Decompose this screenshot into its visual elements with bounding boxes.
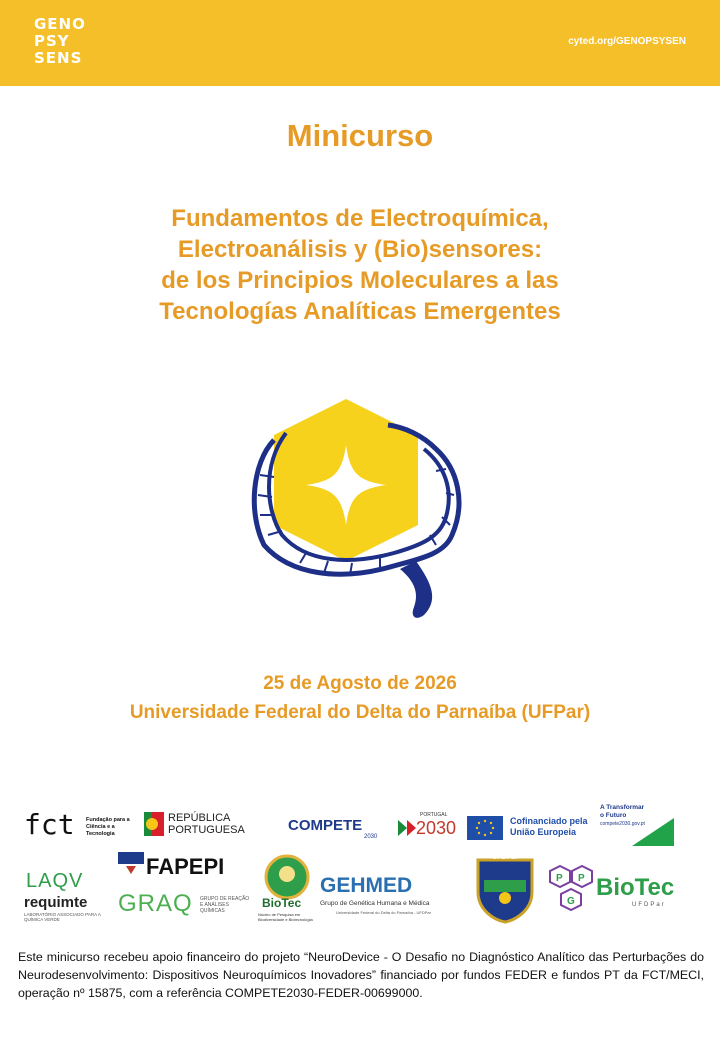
gehmed-sub: Grupo de Genética Humana e Médica [320, 900, 430, 907]
gehmed-logo: GEHMED [320, 874, 413, 897]
brain-stem-shape [400, 561, 432, 618]
brand-line-1: GENO [34, 15, 86, 33]
eu-cofinancing [510, 816, 588, 838]
biotec-logo: BioTec [596, 874, 675, 901]
fapepi-emblem-icon [118, 852, 144, 876]
republica-logo [168, 812, 245, 836]
subtitle-line-1: Fundamentos de Electroquímica, [171, 205, 549, 232]
page-title: Minicurso [286, 118, 434, 153]
portugal2030-icon [398, 818, 416, 838]
subtitle-line-2: Electroanálisis y (Bio)sensores: [177, 236, 543, 263]
requimte-sub: LABORATÓRIO ASSOCIADO PARA A QUÍMICA VERDE [24, 912, 101, 922]
sponsor-logos [0, 790, 720, 930]
course-subtitle [0, 203, 720, 327]
future-line-1: A Transformar [600, 804, 645, 811]
gehmed-sub2: Universidade Federal do Delta do Parnaíba - UFDPar [336, 910, 431, 915]
fct-subtitle: Fundação para a Ciência e a Tecnologia [86, 817, 130, 837]
eu-line-2: União Europeia [510, 827, 577, 837]
republica-line-2: PORTUGUESA [168, 824, 245, 836]
header-banner [0, 0, 720, 86]
svg-text:G: G [567, 896, 575, 907]
requimte-logo: requimte [24, 894, 88, 911]
event-venue: Universidade Federal do Delta do Parnaíba (UFPar) [129, 702, 591, 723]
biotec-sub: UFDPar [632, 902, 666, 908]
graq-logo: GRAQ [118, 890, 193, 917]
brand-line-3: SENS [34, 49, 83, 67]
genopsysens-logo [34, 16, 104, 67]
brand-line-2: PSY [34, 32, 70, 50]
portugal2030-logo: 2030 [416, 818, 457, 838]
republica-line-1: REPÚBLICA [168, 812, 231, 824]
eu-flag-icon [467, 816, 503, 840]
subtitle-line-3: de los Principios Moleculares a las [161, 267, 559, 294]
biotec-nucleus-icon [264, 854, 310, 900]
compete-sub: 2030 [364, 834, 378, 840]
fct-logo: fct [24, 808, 75, 841]
svg-text:P: P [556, 873, 563, 884]
future-arrow-icon [632, 818, 674, 846]
event-date: 25 de Agosto de 2026 [263, 673, 457, 694]
future-line-2: o Futuro [600, 812, 627, 819]
laqv-logo: LAQV [26, 870, 84, 892]
ufdpar-crest-label: UFDPar [492, 854, 518, 861]
svg-text:P: P [578, 873, 585, 884]
ppg-hexagons-icon [548, 864, 594, 914]
subtitle-line-4: Tecnologías Analíticas Emergentes [159, 298, 561, 325]
biotec-small-logo: BioTec [262, 896, 302, 910]
funding-note: Este minicurso recebeu apoio financeiro do projeto “NeuroDevice - O Desafio no Diagnóstico Analítico das Perturbações do Neurodesenvolvimento: Dispositivos Neuroquímicos Inovadores” financiado por fundos FEDER e fundos PT da FCT/MECI, operação nº 15875, com a referência COMPETE2030-FEDER-00699000. [18, 950, 704, 1000]
fapepi-logo: FAPEPI [146, 854, 225, 879]
brain-dna-logo-icon [240, 385, 480, 625]
future-url: compete2030.gov.pt [600, 821, 645, 827]
portugal-label: PORTUGAL [420, 812, 448, 818]
biotec-small-sub: Núcleo de Pesquisa em Biodiversidade e Biotecnologia [258, 912, 313, 922]
eu-line-1: Cofinanciado pela [510, 816, 588, 826]
ufdpar-crest-icon [470, 852, 540, 924]
compete-logo: COMPETE [288, 817, 363, 834]
header-url[interactable]: cyted.org/GENOPSYSEN [568, 36, 686, 47]
portugal-emblem-icon [144, 812, 164, 836]
graq-sub: GRUPO DE REAÇÃO E ANÁLISES QUÍMICAS [200, 896, 250, 914]
